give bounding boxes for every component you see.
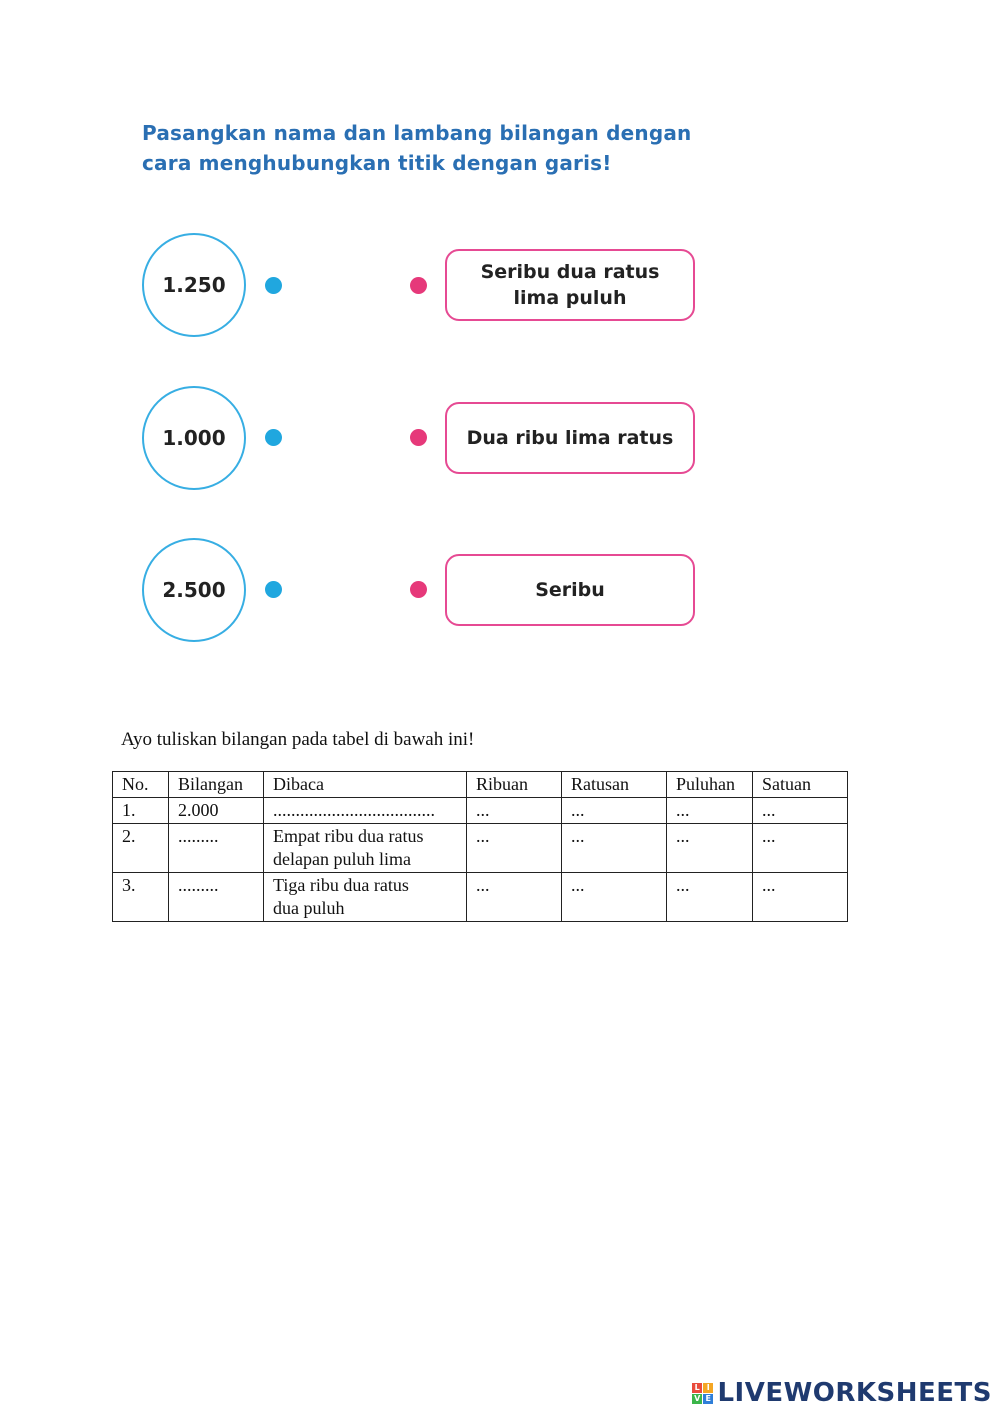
- number-circle-3: [142, 538, 246, 642]
- cell-puluhan[interactable]: ...: [667, 873, 753, 922]
- cell-bilangan: 2.000: [169, 798, 264, 824]
- name-line: lima puluh: [513, 287, 627, 309]
- name-dot-2[interactable]: [410, 429, 427, 446]
- number-table: [112, 771, 848, 922]
- table-row: [113, 824, 848, 873]
- cell-ribuan[interactable]: ...: [467, 824, 562, 873]
- cell-no: 2.: [113, 824, 169, 873]
- liveworksheets-logo: [692, 1378, 992, 1408]
- header-ribuan: Ribuan: [467, 772, 562, 798]
- cell-dibaca-text: ....................................: [273, 800, 435, 820]
- table-row: [113, 873, 848, 922]
- cell-satuan[interactable]: ...: [753, 873, 848, 922]
- cell-bilangan[interactable]: .........: [169, 873, 264, 922]
- table-row: [113, 798, 848, 824]
- table-header-row: [113, 772, 848, 798]
- number-label: 1.250: [162, 273, 226, 297]
- instruction-line-1: Pasangkan nama dan lambang bilangan dengan: [142, 121, 692, 145]
- name-box-3: [445, 554, 695, 626]
- table-title: Ayo tuliskan bilangan pada tabel di bawah ini!: [121, 729, 475, 750]
- logo-text: LIVEWORKSHEETS: [717, 1378, 992, 1408]
- number-dot-2[interactable]: [265, 429, 282, 446]
- cell-no: 1.: [113, 798, 169, 824]
- logo-icon: L I V E: [692, 1383, 713, 1404]
- header-puluhan: Puluhan: [667, 772, 753, 798]
- header-satuan: Satuan: [753, 772, 848, 798]
- number-circle-1: [142, 233, 246, 337]
- cell-ratusan[interactable]: ...: [562, 824, 667, 873]
- cell-puluhan[interactable]: ...: [667, 824, 753, 873]
- cell-satuan[interactable]: ...: [753, 824, 848, 873]
- header-ratusan: Ratusan: [562, 772, 667, 798]
- cell-ribuan[interactable]: ...: [467, 798, 562, 824]
- name-dot-1[interactable]: [410, 277, 427, 294]
- number-label: 1.000: [162, 426, 226, 450]
- header-dibaca: Dibaca: [264, 772, 467, 798]
- name-box-2: [445, 402, 695, 474]
- header-bilangan: Bilangan: [169, 772, 264, 798]
- cell-ratusan[interactable]: ...: [562, 798, 667, 824]
- cell-satuan[interactable]: ...: [753, 798, 848, 824]
- cell-dibaca-line: dua puluh: [273, 898, 345, 918]
- cell-no: 3.: [113, 873, 169, 922]
- header-no: No.: [113, 772, 169, 798]
- number-dot-3[interactable]: [265, 581, 282, 598]
- cell-dibaca: [264, 873, 467, 922]
- number-label: 2.500: [162, 578, 226, 602]
- name-line: Seribu dua ratus: [480, 261, 660, 283]
- name-box-1: [445, 249, 695, 321]
- name-line: Dua ribu lima ratus: [466, 427, 674, 449]
- cell-ratusan[interactable]: ...: [562, 873, 667, 922]
- cell-puluhan[interactable]: ...: [667, 798, 753, 824]
- number-dot-1[interactable]: [265, 277, 282, 294]
- cell-dibaca-line: Empat ribu dua ratus: [273, 826, 424, 846]
- instruction-line-2: cara menghubungkan titik dengan garis!: [142, 151, 612, 175]
- cell-dibaca-line: Tiga ribu dua ratus: [273, 875, 409, 895]
- cell-bilangan[interactable]: .........: [169, 824, 264, 873]
- cell-dibaca[interactable]: [264, 798, 467, 824]
- number-circle-2: [142, 386, 246, 490]
- cell-dibaca-line: delapan puluh lima: [273, 849, 411, 869]
- cell-dibaca: [264, 824, 467, 873]
- name-line: Seribu: [535, 579, 605, 601]
- name-dot-3[interactable]: [410, 581, 427, 598]
- cell-ribuan[interactable]: ...: [467, 873, 562, 922]
- instruction-text: [142, 118, 742, 178]
